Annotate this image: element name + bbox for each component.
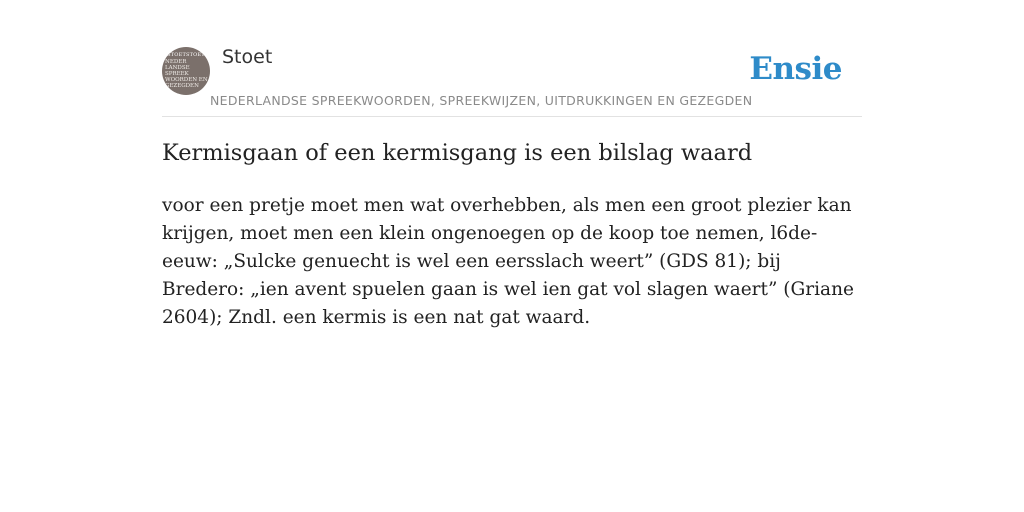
header [162,0,862,117]
avatar-cover-lines: NEDER LANDSE SPREEK WOORDEN EN GEZEGDEN [165,59,208,89]
entry-title: Kermisgaan of een kermisgang is een bilslag waard [162,140,753,166]
source-name[interactable]: Stoet [222,46,273,68]
source-subtitle: NEDERLANDSE SPREEKWOORDEN, SPREEKWIJZEN, UITDRUKKINGEN EN GEZEGDEN [210,93,753,108]
brand-logo[interactable]: Ensie [749,51,842,87]
page-container [162,0,862,512]
avatar-cover-title: STOETSTOET [167,52,205,58]
entry-body: voor een pretje moet men wat overhebben, als men een groot plezier kan krijgen, moet men een klein ongenoegen op de koop toe nemen, l6de-eeuw: „Sulcke genuecht is wel een eersslach weert” (GDS 81); bij Bredero: „ien avent spuelen gaan is wel ien gat vol slagen waert” (Griane 2604); Zndl. een kermis is een nat gat waard. [162,195,854,328]
avatar[interactable] [162,47,210,95]
